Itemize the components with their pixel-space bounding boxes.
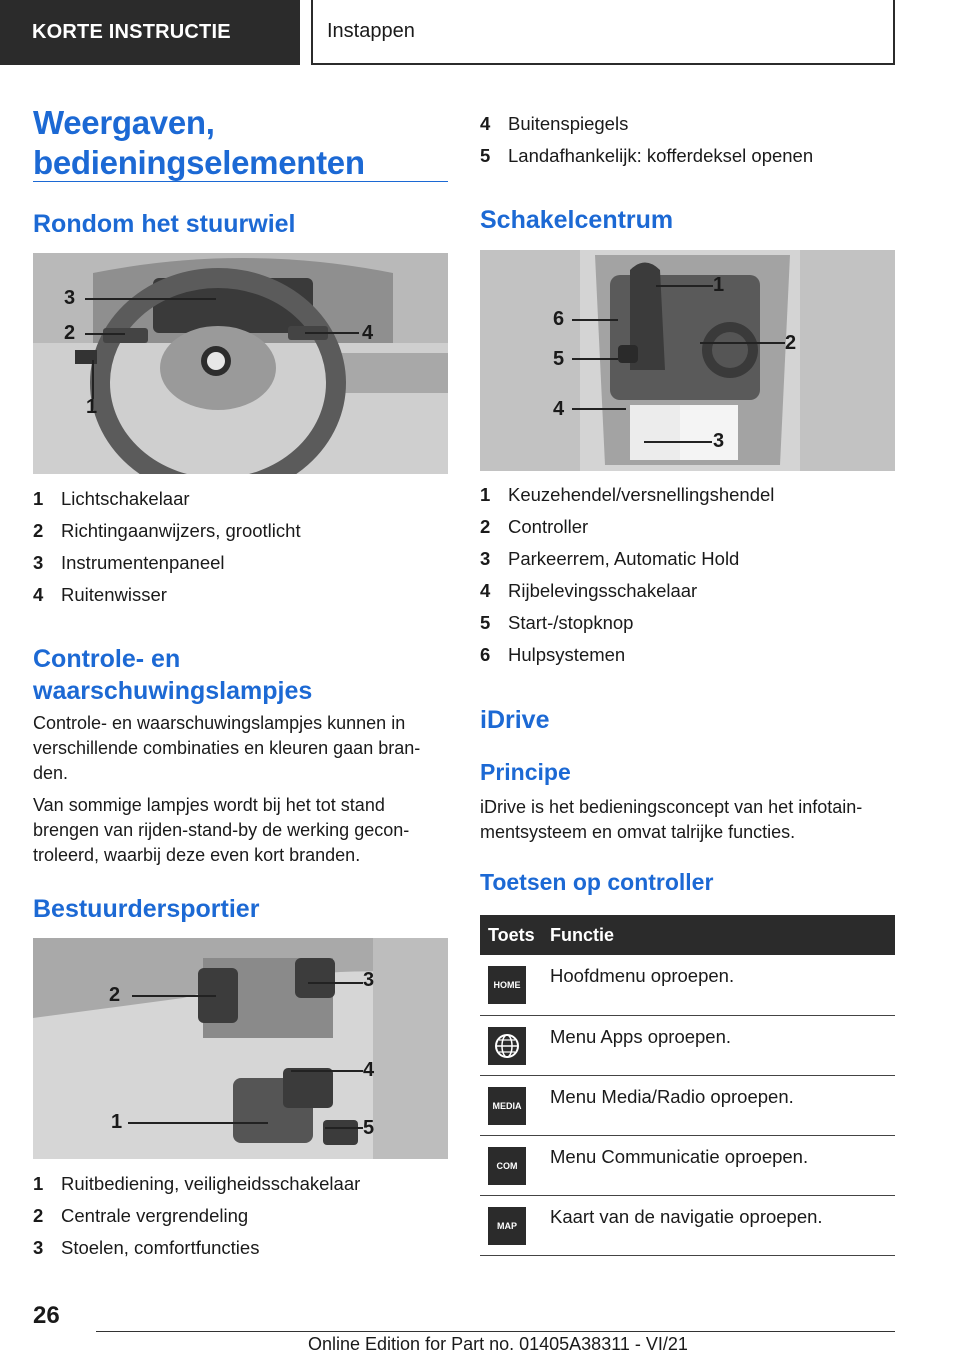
warning-paragraph-2: Van sommige lampjes wordt bij het tot stand brengen van rijden-stand-by de werking gecon-troleerd, waarbij deze even kort branden. — [33, 795, 410, 865]
callout-4: 4 — [362, 322, 374, 344]
list-item: 1 Lichtschakelaar — [33, 488, 190, 509]
controller-keys-table — [480, 915, 895, 1256]
door-image — [33, 938, 448, 1159]
list-item: 4 Ruitenwisser — [33, 584, 167, 605]
callout-1: 1 — [86, 396, 98, 418]
door-legend — [33, 1168, 448, 1264]
page-title-line-2: bedieningselementen — [33, 144, 365, 181]
list-item: 2 Centrale vergrendeling — [33, 1205, 249, 1226]
table-row — [480, 1195, 895, 1255]
table-cell-function: Menu Media/Radio oproepen. — [550, 1075, 895, 1135]
page-number: 26 — [33, 1302, 60, 1329]
keys-heading: Toetsen op controller — [480, 869, 714, 895]
column-header-key: Toets — [480, 915, 550, 955]
table-row — [480, 955, 895, 1015]
warning-heading-line-1: Controle- en — [33, 645, 181, 673]
edition-note: Online Edition for Part no. 01405A38311 - VI/21 — [308, 1334, 688, 1354]
com-key-icon: COM — [488, 1147, 526, 1185]
principle-paragraph: iDrive is het bedieningsconcept van het infotain-mentsysteem en omvat talrijke functies. — [480, 797, 863, 842]
list-item: 1 Ruitbediening, veiligheidsschakelaar — [33, 1173, 361, 1194]
list-item: 3 Parkeerrem, Automatic Hold — [480, 548, 740, 569]
callout-2: 2 — [785, 332, 797, 354]
list-item: 5 Landafhankelijk: kofferdeksel openen — [480, 145, 814, 166]
warning-heading — [33, 643, 448, 707]
table-cell-function: Menu Apps oproepen. — [550, 1015, 895, 1075]
map-key-icon: MAP — [488, 1207, 526, 1245]
center-console-image — [480, 250, 895, 471]
callout-1: 1 — [111, 1111, 123, 1133]
steering-legend — [33, 483, 448, 611]
door-legend-continued — [480, 108, 895, 172]
page-title — [33, 103, 448, 183]
callout-3: 3 — [64, 287, 76, 309]
apps-globe-icon — [488, 1027, 526, 1065]
column-header-function: Functie — [550, 915, 895, 955]
callout-5: 5 — [363, 1117, 375, 1139]
principle-heading: Principe — [480, 759, 571, 785]
callout-4: 4 — [363, 1059, 375, 1081]
callout-3: 3 — [363, 969, 375, 991]
list-item: 3 Instrumentenpaneel — [33, 552, 225, 573]
idrive-heading: iDrive — [480, 706, 550, 734]
list-item: 2 Controller — [480, 516, 589, 537]
table-cell-function: Kaart van de navigatie oproepen. — [550, 1195, 895, 1255]
callout-2: 2 — [109, 984, 121, 1006]
home-key-icon: HOME — [488, 966, 526, 1004]
list-item: 5 Start-/stopknop — [480, 612, 634, 633]
callout-6: 6 — [553, 308, 565, 330]
list-item: 6 Hulpsystemen — [480, 644, 626, 665]
console-heading: Schakelcentrum — [480, 206, 674, 234]
list-item: 4 Rijbelevingsschakelaar — [480, 580, 698, 601]
table-cell-function: Hoofdmenu oproepen. — [550, 955, 895, 1015]
footer-divider — [96, 1331, 895, 1332]
door-heading: Bestuurdersportier — [33, 895, 260, 923]
table-cell-function: Menu Communicatie oproepen. — [550, 1135, 895, 1195]
callout-3: 3 — [713, 430, 725, 452]
console-legend — [480, 479, 895, 671]
section-tab: KORTE INSTRUCTIE — [0, 0, 300, 65]
list-item: 1 Keuzehendel/versnellingshendel — [480, 484, 775, 505]
list-item: 4 Buitenspiegels — [480, 113, 629, 134]
warning-paragraph-1: Controle- en waarschuwingslampjes kunnen in verschillende combinaties en kleuren gaan bran-den. — [33, 713, 421, 783]
media-key-icon: MEDIA — [488, 1087, 526, 1125]
title-divider — [33, 181, 448, 182]
table-row — [480, 1075, 895, 1135]
list-item: 2 Richtingaanwijzers, grootlicht — [33, 520, 301, 541]
list-item: 3 Stoelen, comfortfuncties — [33, 1237, 260, 1258]
callout-5: 5 — [553, 348, 565, 370]
chapter-tab: Instappen — [311, 0, 895, 65]
page-title-line-1: Weergaven, — [33, 104, 215, 141]
callout-4: 4 — [553, 398, 565, 420]
table-row — [480, 1015, 895, 1075]
table-header-row — [480, 915, 895, 955]
steering-wheel-image — [33, 253, 448, 474]
callout-2: 2 — [64, 322, 76, 344]
callout-1: 1 — [713, 274, 725, 296]
warning-heading-line-2: waarschuwingslampjes — [33, 677, 313, 705]
table-row — [480, 1135, 895, 1195]
steering-heading: Rondom het stuurwiel — [33, 210, 296, 238]
